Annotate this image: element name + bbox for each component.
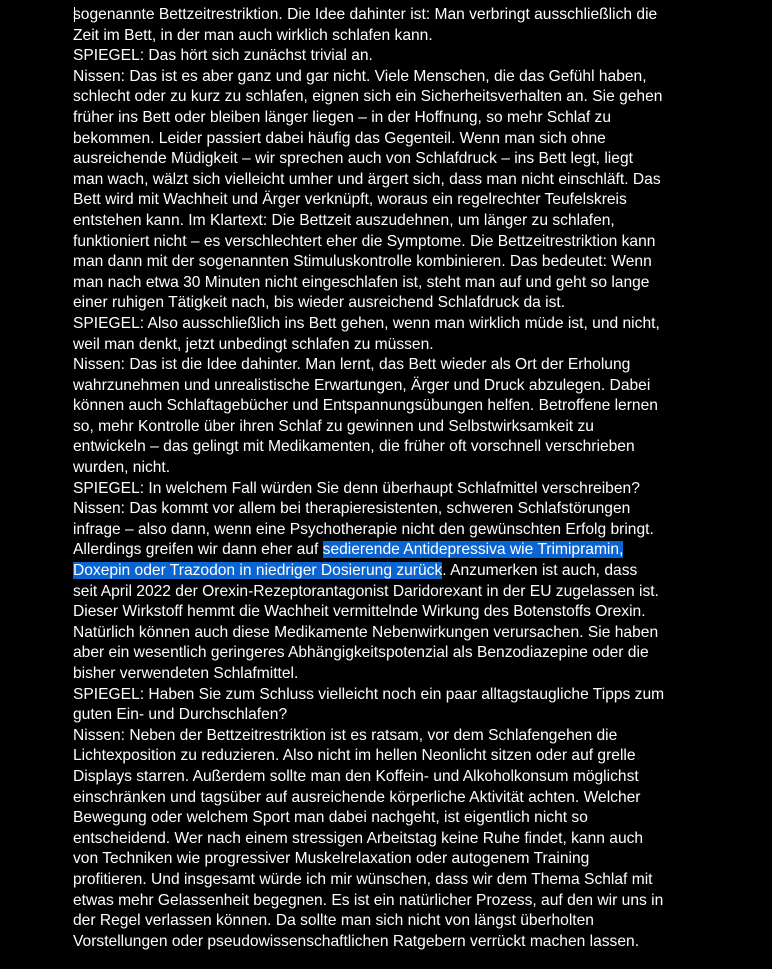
text-line xyxy=(73,540,688,561)
text-line: infrage – also dann, wenn eine Psychotherapie nicht den gewünschten Erfolg bringt. xyxy=(73,520,654,538)
text-line: der Regel verlassen können. Da sollte man sich nicht von längst überholten xyxy=(73,912,594,930)
text-line: wurden, nicht. xyxy=(73,459,171,477)
selected-text[interactable]: sedierende Antidepressiva wie Trimipramin, xyxy=(322,541,624,559)
article-text[interactable] xyxy=(73,5,688,952)
text-line: Bett wird mit Wachheit und Ärger verknüpft, woraus ein regelrechter Teufelskreis xyxy=(73,191,627,209)
text-line: früher ins Bett oder bleiben länger liegen – in der Hoffnung, so mehr Schlaf zu xyxy=(73,108,612,126)
text-line: entstehen kann. Im Klartext: Die Bettzeit auszudehnen, um länger zu schlafen, xyxy=(73,211,615,229)
text-line: Nissen: Neben der Bettzeitrestriktion ist es ratsam, vor dem Schlafengehen die xyxy=(73,726,618,744)
text-line: Nissen: Das kommt vor allem bei therapieresistenten, schweren Schlafstörungen xyxy=(73,500,631,518)
text-line: seit April 2022 der Orexin-Rezeptorantagonist Daridorexant in der EU zugelassen ist. xyxy=(73,582,659,600)
text-line: SPIEGEL: Das hört sich zunächst trivial an. xyxy=(73,47,373,65)
text-line: bekommen. Leider passiert dabei häufig das Gegenteil. Wenn man sich ohne xyxy=(73,129,606,147)
selected-text[interactable]: Doxepin oder Trazodon in niedriger Dosierung zurück xyxy=(73,562,443,580)
text-line: einer ruhigen Tätigkeit nach, bis wieder ausreichend Schlafdruck da ist. xyxy=(73,294,566,312)
text-line: von Techniken wie progressiver Muskelrelaxation oder autogenem Training xyxy=(73,850,590,868)
text-line: guten Ein- und Durchschlafen? xyxy=(73,706,288,724)
text-line: wahrzunehmen und unrealistische Erwartungen, Ärger und Druck abzulegen. Dabei xyxy=(73,376,651,394)
text-segment: Allerdings greifen wir dann eher auf xyxy=(73,541,323,559)
text-segment: . Anzumerken ist auch, dass xyxy=(442,562,638,580)
text-line: etwas mehr Gelassenheit begegnen. Es ist ein natürlicher Prozess, auf den wir uns in xyxy=(73,891,664,909)
text-line: SPIEGEL: In welchem Fall würden Sie denn überhaupt Schlafmittel verschreiben? xyxy=(73,479,640,497)
text-line: sogenannte Bettzeitrestriktion. Die Idee dahinter ist: Man verbringt ausschließlich die xyxy=(73,6,658,23)
text-line: SPIEGEL: Haben Sie zum Schluss vielleicht noch ein paar alltagstaugliche Tipps zum xyxy=(73,685,665,703)
text-line: weil man denkt, jetzt unbedingt schlafen zu müssen. xyxy=(73,335,434,353)
text-line: Nissen: Das ist die Idee dahinter. Man lernt, das Bett wieder als Ort der Erholung xyxy=(73,356,631,374)
text-line: bisher verwendeten Schlafmittel. xyxy=(73,665,299,682)
text-line: schlecht oder zu kurz zu schlafen, eignen sich ein Sicherheitsverhalten an. Sie gehen xyxy=(73,88,663,106)
text-line: man wach, wälzt sich vielleicht umher und ärgert sich, dass man nicht einschläft. Das xyxy=(73,170,661,188)
text-line: funktioniert nicht – es verschlechtert eher die Symptome. Die Bettzeitrestriktion kann xyxy=(73,232,656,250)
text-line: entwickeln – das gelingt mit Medikamenten, die früher oft vorschnell verschrieben xyxy=(73,438,635,456)
text-line: entscheidend. Wer nach einem stressigen Arbeitstag keine Ruhe findet, kann auch xyxy=(73,829,644,847)
text-line: einschränken und tagsüber auf ausreichende körperliche Aktivität achten. Welcher xyxy=(73,788,641,806)
text-line: Displays starren. Außerdem sollte man den Koffein- und Alkoholkonsum möglichst xyxy=(73,767,639,785)
text-line: aber ein wesentlich geringeres Abhängigkeitspotenzial als Benzodiazepine oder die xyxy=(73,644,649,662)
text-line: Vorstellungen oder pseudowissenschaftlichen Ratgebern verrückt machen lassen. xyxy=(73,932,640,950)
text-line: Natürlich können auch diese Medikamente Nebenwirkungen verursachen. Sie haben xyxy=(73,623,659,641)
text-line: man nach etwa 30 Minuten nicht eingeschlafen ist, steht man auf und geht so lange xyxy=(73,273,650,291)
text-line: profitieren. Und insgesamt würde ich mir wünschen, dass wir dem Thema Schlaf mit xyxy=(73,870,653,888)
text-line xyxy=(73,561,688,582)
text-line: können auch Schlaftagebücher und Entspannungsübungen helfen. Betroffene lernen xyxy=(73,397,658,415)
text-line: Lichtexposition zu reduzieren. Also nicht im hellen Neonlicht sitzen oder auf grelle xyxy=(73,747,636,765)
text-line: Dieser Wirkstoff hemmt die Wachheit vermittelnde Wirkung des Botenstoffs Orexin. xyxy=(73,603,646,621)
text-line: SPIEGEL: Also ausschließlich ins Bett gehen, wenn man wirklich müde ist, und nicht, xyxy=(73,314,660,332)
text-line: so, mehr Kontrolle über ihren Schlaf zu gewinnen und Selbstwirksamkeit zu xyxy=(73,417,594,435)
text-line: Zeit im Bett, in der man auch wirklich schlafen kann. xyxy=(73,26,433,44)
text-line: man dann mit der sogenannten Stimuluskontrolle kombinieren. Das bedeutet: Wenn xyxy=(73,253,652,271)
text-line: Bewegung oder welchem Sport man dabei nachgeht, ist eigentlich nicht so xyxy=(73,809,588,827)
text-line: ausreichende Müdigkeit – wir sprechen auch von Schlafdruck – ins Bett legt, liegt xyxy=(73,150,633,168)
text-line: Nissen: Das ist es aber ganz und gar nicht. Viele Menschen, die das Gefühl haben, xyxy=(73,67,647,85)
